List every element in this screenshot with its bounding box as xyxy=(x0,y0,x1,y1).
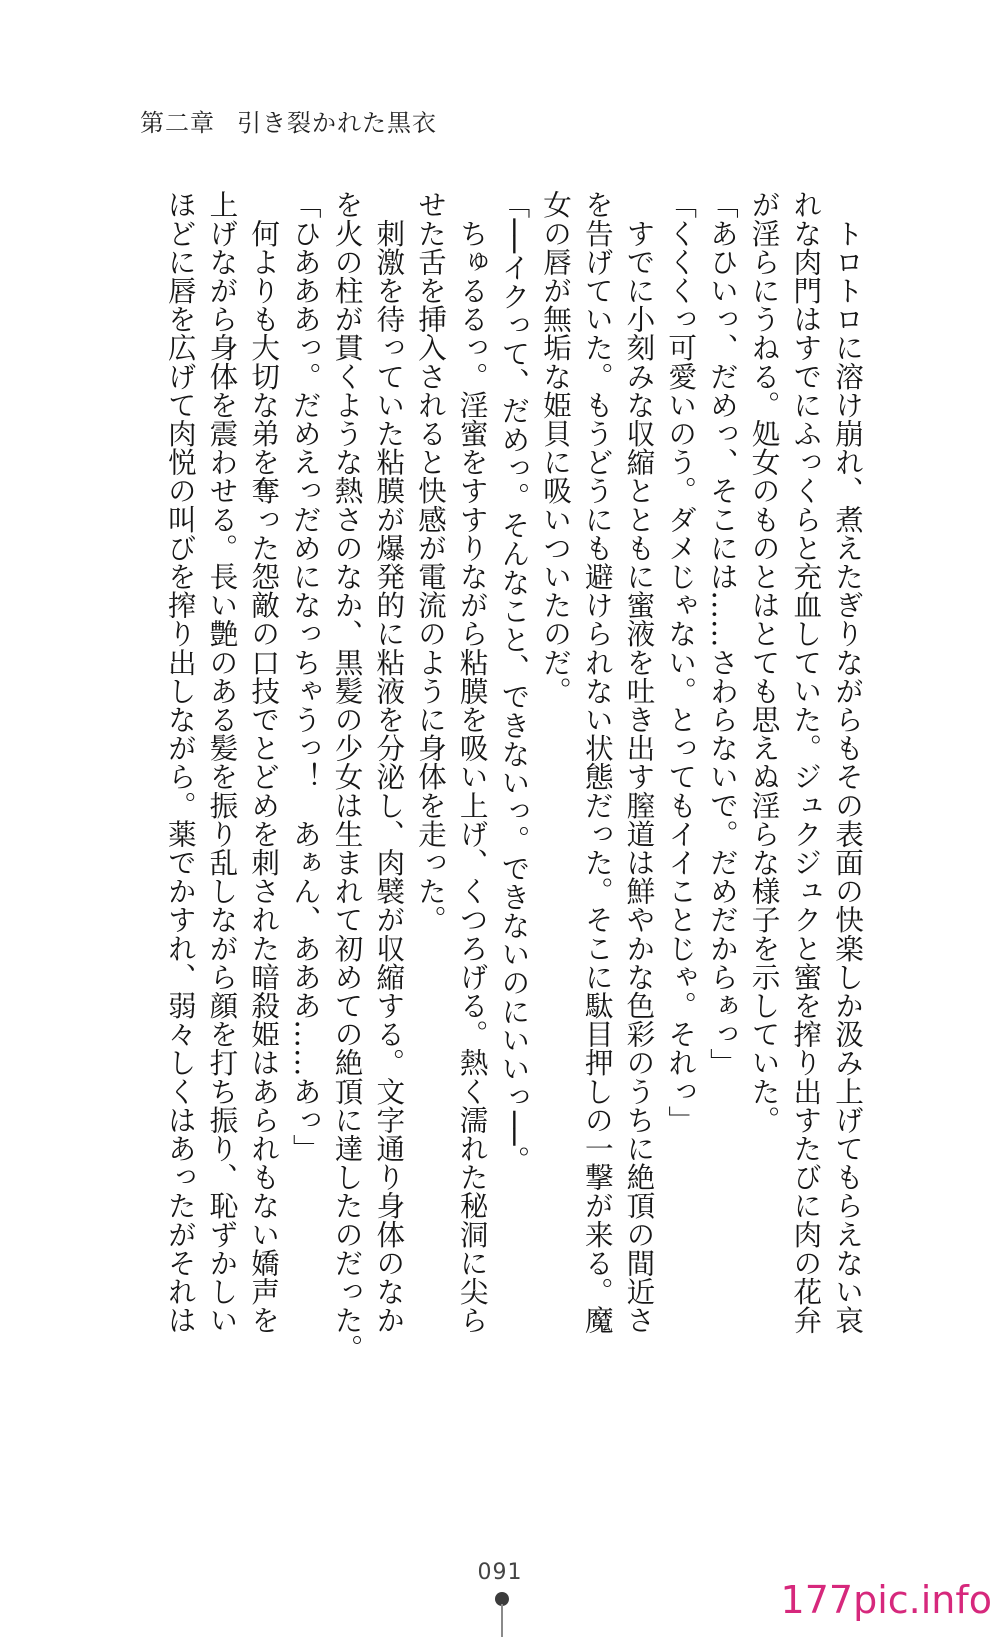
text-line-14: 「ひあああっ。だめえっだめになっちゃうっ！ あぁん、あああ……あっ」 xyxy=(288,190,323,1163)
text-line-1: トロトロに溶け崩れ、煮えたぎりながらもその表面の快楽しか汲み上げてもらえない哀 xyxy=(831,190,865,1334)
text-line-15: 何よりも大切な弟を奪った怨敵の口技でとどめを刺された暗殺姫はあられもない嬌声を xyxy=(247,190,282,1334)
text-line-7: を告げていた。もうどうにも避けられない状態だった。そこに駄目押しの一撃が来る。魔 xyxy=(580,190,615,1334)
running-header xyxy=(140,103,437,138)
text-line-11: せた舌を挿入されると快感が電流のように身体を走った。 xyxy=(413,190,448,934)
watermark: 177pic.info xyxy=(780,1578,992,1622)
vertical-body-text xyxy=(159,190,868,1363)
text-line-5: 「くくくっ可愛いのう。ダメじゃない。とってもイイことじゃ。それっ」 xyxy=(664,190,699,1134)
text-line-3: が淫らにうねる。処女のものとはとても思えぬ淫らな様子を示していた。 xyxy=(747,190,782,1134)
text-line-13: を火の柱が貫くような熱さのなか、黒髪の少女は生まれて初めての絶頂に達したのだった。 xyxy=(330,190,365,1363)
text-line-16: 上げながら身体を震わせる。長い艶のある髪を振り乱しながら顔を打ち振り、恥ずかしい xyxy=(205,190,240,1334)
text-line-9: 「──イクって、だめっ。そんなこと、できないっ。できないのにいいっ──。 xyxy=(497,190,532,1175)
text-line-6: すでに小刻みな収縮とともに蜜液を吐き出す膣道は鮮やかな色彩のうちに絶頂の間近さ xyxy=(622,190,657,1334)
text-line-10: ちゅるるっ。淫蜜をすすりながら粘膜を吸い上げ、くつろげる。熱く濡れた秘洞に尖ら xyxy=(455,190,490,1334)
text-line-17: ほどに唇を広げて肉悦の叫びを搾り出しながら。薬でかすれ、弱々しくはあったがそれは xyxy=(163,190,198,1334)
page-number: 091 xyxy=(477,1560,523,1585)
text-line-4: 「あひいっ、だめっ、そこには……さわらないで。だめだからぁっ」 xyxy=(705,190,740,1077)
text-line-8: 女の唇が無垢な姫貝に吸いついたのだ。 xyxy=(539,190,574,705)
text-line-12: 刺激を待っていた粘膜が爆発的に粘液を分泌し、肉襞が収縮する。文字通り身体のなか xyxy=(372,190,407,1334)
text-line-2: れな肉門はすでにふっくらと充血していた。ジュクジュクと蜜を搾り出すたびに肉の花弁 xyxy=(789,190,824,1334)
chapter-title: 引き裂かれた黒衣 xyxy=(237,109,437,137)
chapter-number: 第二章 xyxy=(140,109,215,137)
page-marker-line xyxy=(501,1604,503,1637)
